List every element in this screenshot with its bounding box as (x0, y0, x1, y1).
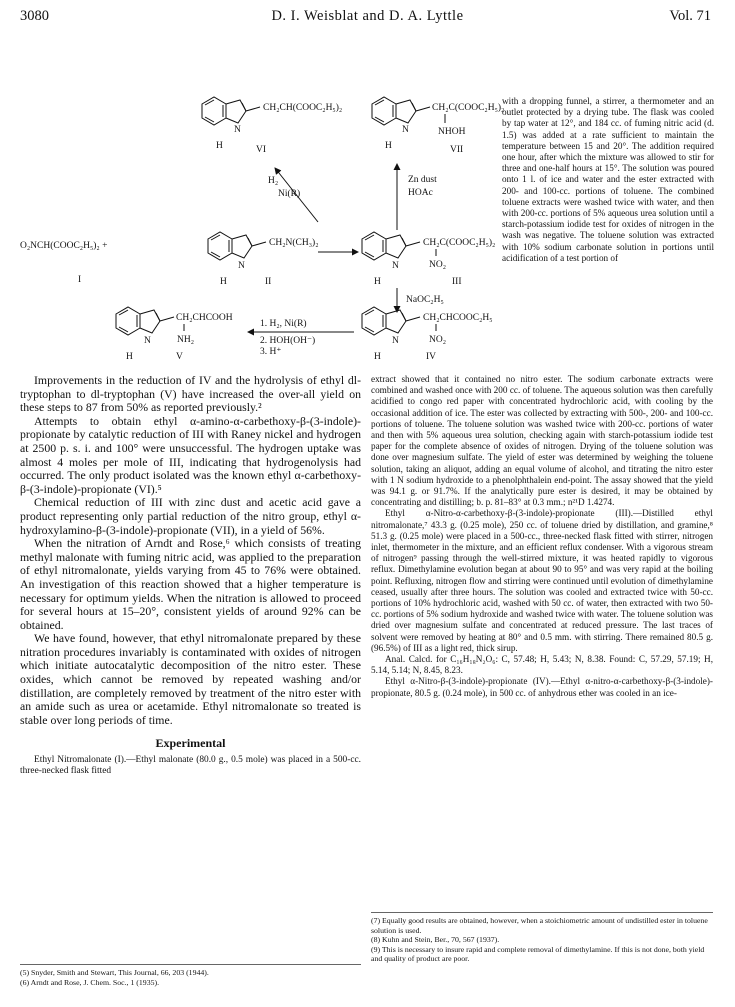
v-h: H (126, 352, 133, 362)
footnote-9: (9) This is necessary to insure rapid and complete removal of dimethylamine. If this is not done, both yield and quality of product are poor. (371, 944, 705, 964)
vi-n: N (234, 125, 241, 135)
step-1: 1. H₂, Ni(R) (260, 319, 307, 329)
vi-h: H (216, 141, 223, 151)
running-title: D. I. Weisblat and D. A. Lyttle (271, 8, 464, 24)
iv-n: N (392, 336, 399, 346)
paragraph-3: Chemical reduction of III with zinc dust and acetic acid gave a product representing only partial reduction of the nitro group, ethyl α-hydroxylamino-β-(3-indole)-propionate (VII), in a yield of 56%. (20, 495, 361, 537)
compound-iv (362, 307, 493, 362)
left-column (20, 374, 361, 777)
vi-substituent: CH₂CH(COOC₂H₅)₂ (263, 103, 343, 113)
i-label: I (78, 275, 82, 285)
compound-vi (202, 97, 342, 155)
footnotes-right (371, 912, 713, 964)
reagent-zn: Zn dust (408, 175, 437, 185)
compound-vii (372, 97, 504, 155)
scheme-drawing (20, 30, 505, 368)
volume-number: Vol. 71 (669, 8, 711, 24)
ii-n: N (238, 261, 245, 271)
vii-h: H (385, 141, 392, 151)
footnotes-left (20, 964, 361, 987)
v-label: V (176, 352, 183, 362)
paragraph-1: Improvements in the reduction of IV and the hydrolysis of ethyl dl-tryptophan to dl-tryptophan (V) have increased the over-all yield on these steps to 87 from 50% as reported previously.² (20, 373, 361, 415)
ii-h: H (220, 277, 227, 287)
ii-substituent: CH₂N(CH₃)₂ (269, 238, 319, 248)
right-column-top (502, 96, 714, 264)
footnote-5: (5) Snyder, Smith and Stewart, This Journal, 66, 203 (1944). (20, 968, 209, 977)
compound-iii-procedure: Ethyl α-Nitro-α-carbethoxy-β-(3-indole)-propionate (III).—Distilled ethyl nitromalonate,⁷ 43.3 g. (0.25 mole), 250 cc. of toluene dried by distillation, and gramine,⁸ 51.3 g. (0.25 mole) were placed in a 500-cc., three-necked flask fitted with stirrer, nitrogen inlet, thermometer in the mixture, and an efficient reflux condenser. With a vigorous stream of nitrogen⁹ passing through the well-stirred mixture, it was heated rapidly to vigorous reflux. Dimethylamine evolution began at about 90 to 95° and was very rapid at the boiling point. Refluxing, nitrogen flow and stirring were continued until evolution of dimethylamine ceased, usually after three hours. The solution was cooled and extracted twice with 50-cc. portions of 10% hydrochloric acid, washed with 50 cc. of water, then extracted with two 50-cc. portions of 5% sodium hydroxide and washed twice with water. The toluene solution was dried over magnesium sulfate and concentrated at reduced pressure. The last traces of solvent were removed by heating at 80° and 0.5 mm. with stirring. There remained 80.5 g. (96.5%) of III as a light red, thick sirup. (371, 508, 713, 653)
vii-substituent: CH₂C(COOC₂H₅)₂ (432, 103, 505, 113)
step-3: 3. H⁺ (260, 347, 282, 357)
nitromalonate: O₂NCH(COOC₂H₅)₂ + (20, 241, 108, 251)
reagent-hoac: HOAc (408, 188, 433, 198)
iii-substituent: CH₂C(COOC₂H₅)₂ (423, 238, 496, 248)
iii-h: H (374, 277, 381, 287)
compound-v (116, 307, 233, 362)
iii-label: III (452, 277, 462, 287)
footnote-8: (8) Kuhn and Stein, Ber., 70, 567 (1937). (371, 935, 500, 945)
vii-nhoh: NHOH (438, 127, 466, 137)
iv-substituent: CH₂CHCOOC₂H₅ (423, 313, 493, 323)
paragraph-2: Attempts to obtain ethyl α-amino-α-carbethoxy-β-(3-indole)-propionate by catalytic reduction of III with Raney nickel and hydrogen at 2500 p. s. i. and 100° were unsuccessful. The hydrogen uptake was almost 4 moles per mole of III, indicating that hydrogenolysis had occurred. The only product isolated was the known ethyl α-carbethoxy-β-(3-indole)-propionate (VI).⁵ (20, 413, 361, 496)
iv-h: H (374, 352, 381, 362)
compound-iii (362, 232, 495, 287)
reagent-ni: Ni(R) (278, 189, 301, 199)
extraction-paragraph: extract showed that it contained no nitro ester. The sodium carbonate extracts were combined and washed once with 200 cc. of toluene. The aqueous solution was then carefully acidified to congo red paper with concentrated hydrochloric acid, with cooling by the occasional addition of ice. The ester was collected by extracting with 500-, 200- and 100-cc. portions of toluene. The toluene solution was washed twice with 200-cc. portions of water and then with 5% aqueous urea solution, checking again with starch-potassium iodide test paper for the complete absence of oxides of nitrogen. Drying of the toluene solution was done over magnesium sulfate. The yield of ester was determined by weighing the toluene solution, taking an aliquot, adding an equal volume of alcohol, and titrating the nitro ester with 1 N sodium hydroxide to a phenolphthalein end-point. The assay showed that the yield was 94.1 g. or 91.7%. If the analytically pure ester is desired, it may be obtained by concentrating and distilling; b. p. 81–83° at 0.3 mm.; n²¹D 1.4274. (371, 374, 713, 508)
paragraph-5: We have found, however, that ethyl nitromalonate prepared by these nitration procedures invariably is contaminated with oxides of nitrogen which initiate autocatalytic decomposition of the nitro ester. These oxides, which cannot be removed by repeated washing and/or distillation, are completely removed by treatment of the nitro ester with an amide such as urea or acetamide. Ethyl nitromalonate so treated is stable over long periods of time. (20, 631, 361, 727)
iii-n: N (392, 261, 399, 271)
vi-label: VI (256, 145, 267, 155)
experimental-heading: Experimental (155, 736, 226, 751)
vii-n: N (402, 125, 409, 135)
right-column-bottom (371, 374, 713, 699)
ii-label: II (265, 277, 272, 287)
footnote-7: (7) Equally good results are obtained, however, when a stoichiometric amount of undistilled ester in toluene solution is used. (371, 916, 708, 935)
analysis-paragraph: Anal. Calcd. for C₁₆H₁₈N₂O₆: C, 57.48; H, 5.43; N, 8.38. Found: C, 57.29, 57.19; H, 5.14, 5.14; N, 8.45, 8.23. (371, 654, 713, 676)
iii-no2: NO₂ (429, 260, 447, 270)
reagent-h2: H₂ (268, 176, 279, 186)
reagent-naoet: NaOC₂H₅ (406, 295, 444, 305)
v-substituent: CH₂CHCOOH (176, 313, 233, 323)
reaction-scheme (20, 30, 505, 368)
page-number: 3080 (20, 8, 49, 24)
nitration-procedure: with a dropping funnel, a stirrer, a thermometer and an outlet protected by a drying tube. The flask was cooled by tap water at 12°, and 184 cc. of fuming nitric acid (d. 1.5) was added at a rate sufficient to maintain the temperature between 15 and 20°. The addition required one hour, after which the mixture was allowed to stir for three and one-half hours at 15°. The solution was poured onto 1 l. of ice and water and the ester extracted with 200- and 100-cc. portions of toluene. The combined toluene extracts were washed twice with water, and then with 200-cc. portions of 5% aqueous urea solution until a starch-potassium iodide test for oxides of nitrogen in the wash was negative. The toluene solution was extracted with 10% sodium carbonate solution in portions until acidification of a test portion of (502, 96, 714, 263)
compound-ii (208, 232, 319, 287)
paragraph-4: When the nitration of Arndt and Rose,⁶ which consists of treating methyl malonate with fuming nitric acid, was applied to the preparation of ethyl nitromalonate, yields varying from 45 to 76% were obtained. An investigation of this reaction showed that a higher temperature is necessary for optimum yields. When the nitration is allowed to proceed for several hours at 15–20°, consistent yields of around 92% can be obtained. (20, 536, 361, 632)
step-2: 2. HOH(OH⁻) (260, 336, 316, 346)
v-nh2: NH₂ (177, 335, 195, 345)
paragraph-6: Ethyl Nitromalonate (I).—Ethyl malonate (80.0 g., 0.5 mole) was placed in a 500-cc. three-necked flask fitted (20, 755, 361, 777)
iv-no2: NO₂ (429, 335, 447, 345)
vii-label: VII (450, 145, 464, 155)
footnote-6: (6) Arndt and Rose, J. Chem. Soc., 1 (1935). (20, 977, 160, 987)
compound-iv-procedure: Ethyl α-Nitro-β-(3-indole)-propionate (IV).—Ethyl α-nitro-α-carbethoxy-β-(3-indole)-propionate, 80.5 g. (0.24 mole), in 500 cc. of anhydrous ether was cooled in an ice- (371, 676, 713, 698)
iv-label: IV (426, 352, 437, 362)
v-n: N (144, 336, 151, 346)
